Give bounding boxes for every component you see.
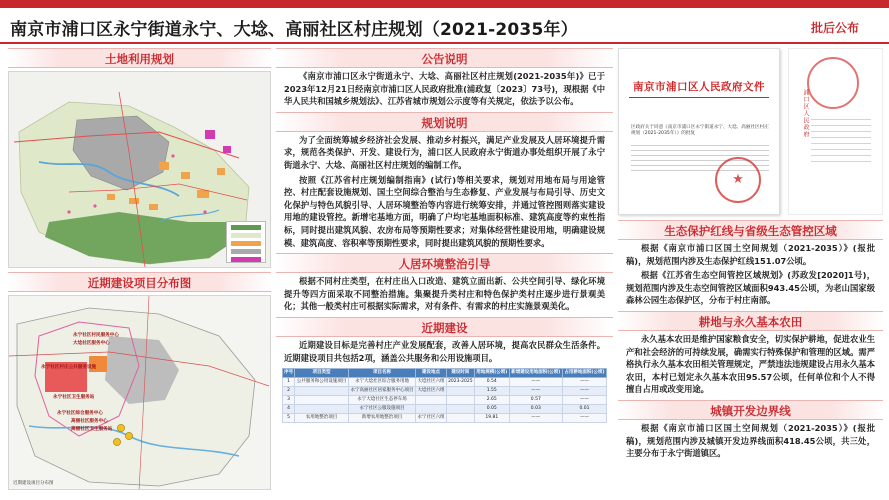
table-cell: 公共服务和公用设施项目	[295, 378, 349, 387]
table-cell	[446, 414, 474, 423]
table-cell	[295, 387, 349, 396]
table-header-cell: 序号	[283, 369, 295, 378]
notice-title: 公告说明	[276, 48, 613, 68]
table-cell: 大埝社区六组	[416, 378, 447, 387]
plan-text-1: 为了全面统筹城乡经济社会发展、推动乡村振兴，满足产业发展及人居环境提升需求，规范各类保护、开发、建设行为，浦口区人民政府永宁街道办事处组织开展了永宁街道永宁、大埝、高丽社区村庄规划的编制工作。	[284, 134, 605, 170]
table-cell: 2023-2025	[446, 378, 474, 387]
table-cell: 永宁大埝社区综合服务用地	[348, 378, 415, 387]
table-cell	[295, 396, 349, 405]
plan-text-2: 按照《江苏省村庄规划编制指南》(试行)等相关要求，规划对用地布局与用途管控、村庄配套设施规划、国土空间综合整治与生态修复、产业发展与布局引导、历史文化保护与特色风貌引导、人居环境整治等内容进行统筹安排，并通过管控图则落实建设用地的建设管控。新增宅基地方面，明确了户均宅基地面积标准、建筑高度等约束性指标，同时提出建筑风貌、农房布局等预期性要求；对集体经营性建设用地，明确建设规模、建筑高度、容积率等预期性要求，同时提出建筑风貌的预期性要求。	[284, 174, 605, 248]
living-env-text: 根据不同村庄类型，在村庄出入口改造、建筑立面出新、公共空间引导、绿化环境提升等四方面采取不同整治措施。集聚提升类村庄和特色保护类村庄逐步进行景观美化；其他一般类村庄可根据实际需求，对有条件、有需求的村庄实施景观美化。	[284, 276, 605, 312]
urban-boundary-title: 城镇开发边界线	[618, 400, 883, 420]
table-cell: 19.81	[474, 414, 509, 423]
table-row	[283, 414, 607, 423]
approval-document-page	[618, 48, 780, 215]
table-header-cell: 用地规模(公顷)	[474, 369, 509, 378]
document-body-lines	[811, 119, 871, 167]
table-cell: 永宁高丽社区居家服务中心项目	[348, 387, 415, 396]
map-footnote: 近期建设项目分布图	[13, 481, 54, 486]
table-header-cell: 建设地点	[416, 369, 447, 378]
farmland-title: 耕地与永久基本农田	[618, 311, 883, 331]
table-cell	[446, 387, 474, 396]
table-header-row	[283, 369, 607, 378]
land-use-title: 土地利用规划	[8, 48, 271, 68]
table-cell: 新增农用地整治项目	[348, 414, 415, 423]
table-cell	[416, 405, 447, 414]
projects-map	[8, 295, 271, 490]
page-header	[0, 8, 889, 44]
table-cell: 大埝社区六组	[416, 387, 447, 396]
left-column	[8, 48, 271, 495]
table-header-cell: 占用耕地面积(公顷)	[562, 369, 606, 378]
notice-text: 《南京市浦口区永宁街道永宁、大埝、高丽社区村庄规划(2021-2035年)》已于2023年12月21日经南京市浦口区人民政府批准(浦政复〔2023〕73号)，现根据《中华人民共和国城乡规划法》、江苏省城市规划公示度等有关规定，依法予以公布。	[284, 71, 605, 107]
table-cell: 永宁社区六组	[416, 414, 447, 423]
table-cell: 2	[283, 387, 295, 396]
top-accent-bar	[0, 0, 889, 8]
table-cell: 农用地整治项目	[295, 414, 349, 423]
living-env-title: 人居环境整治引导	[276, 253, 613, 273]
approval-document-image	[618, 48, 883, 215]
table-cell: 5	[283, 414, 295, 423]
projects-map-graphic	[9, 296, 271, 490]
table-cell: 0.57	[509, 396, 562, 405]
table-cell: ——	[562, 414, 606, 423]
projects-map-title: 近期建设项目分布图	[8, 272, 271, 292]
map-label: 高丽社区服务中心	[71, 419, 108, 424]
table-cell: 1	[283, 378, 295, 387]
map-label: 永宁社区卫生服务站	[53, 395, 95, 400]
document-side-text: 浦口区人民政府	[802, 89, 809, 138]
table-cell: 0.54	[474, 378, 509, 387]
eco-text-2: 根据《江苏省生态空间管控区域规划》(苏政发[2020]1号)，规划范围内涉及生态空间管控区域面积943.45公顷，为老山国家级森林公园生态保护区，分布于村庄南部。	[626, 270, 875, 306]
table-cell: ——	[509, 378, 562, 387]
table-header-cell: 项目类型	[295, 369, 349, 378]
table-cell	[295, 405, 349, 414]
map-label: 高丽社区卫生服务站	[71, 427, 113, 432]
map-label: 大埝社区服务中心	[73, 341, 110, 346]
table-cell: 0.05	[474, 405, 509, 414]
map-legend	[226, 221, 266, 263]
table-header-cell: 项目名称	[348, 369, 415, 378]
table-cell: ——	[509, 414, 562, 423]
map-label: 永宁社区综合服务中心	[57, 411, 103, 416]
table-row	[283, 387, 607, 396]
table-cell: ——	[562, 387, 606, 396]
land-use-map	[8, 71, 271, 268]
eco-text-1: 根据《南京市浦口区国土空间规划（2021-2035）》(报批稿)，规划范围内涉及生态保护红线151.07公顷。	[626, 243, 875, 266]
official-seal-icon: ★	[715, 157, 761, 203]
recent-construction-title: 近期建设	[276, 317, 613, 337]
table-header-cell: 建设时间	[446, 369, 474, 378]
document-subject: 区政府关于同意《南京市浦口区永宁街道永宁、大埝、高丽社区村庄规划（2021-2035年）》的批复	[631, 125, 769, 137]
table-cell: 4	[283, 405, 295, 414]
table-cell: 1.55	[474, 387, 509, 396]
projects-table	[282, 368, 607, 423]
publish-label: 批后公布	[810, 21, 859, 35]
table-cell: 0.01	[562, 405, 606, 414]
table-cell: 永宁社区公服设施项目	[348, 405, 415, 414]
document-red-line	[629, 97, 769, 98]
middle-column	[276, 48, 613, 495]
table-row	[283, 405, 607, 414]
table-cell: 永宁大埝社区生态停车场	[348, 396, 415, 405]
table-cell: 2.65	[474, 396, 509, 405]
table-cell	[416, 396, 447, 405]
page-title: 南京市浦口区永宁街道永宁、大埝、高丽社区村庄规划（2021-2035年）	[10, 20, 578, 40]
farmland-text: 永久基本农田是维护国家粮食安全，切实保护耕地，促进农业生产和社会经济的可持续发展，确需实行特殊保护和管理的区域。需严格执行永久基本农田相关管理规定，严禁违法违规建设占用永久基本农田，本村已划定永久基本农田95.57公顷，任何单位和个人不得擅自占用或改变用途。	[626, 333, 875, 395]
document-header: 南京市浦口区人民政府文件	[633, 81, 765, 93]
right-column	[618, 48, 883, 495]
eco-title: 生态保护红线与省级生态管控区域	[618, 220, 883, 240]
table-cell: ——	[509, 387, 562, 396]
table-row	[283, 378, 607, 387]
table-cell: ——	[562, 396, 606, 405]
plan-title: 规划说明	[276, 112, 613, 132]
map-label: 永宁社区村民服务中心	[73, 333, 119, 338]
table-cell: ——	[562, 378, 606, 387]
urban-boundary-text: 根据《南京市浦口区国土空间规划（2021-2035）》(报批稿)，规划范围内涉及城镇开发边界线面积418.45公顷，共三处，主要分布于永宁街道镇区。	[626, 422, 875, 459]
recent-construction-text: 近期建设目标是完善村庄产业发展配套，改善人居环境，提高农民群众生活条件。近期建设项目共包括2项，涵盖公共服务和公用设施项目。	[284, 339, 605, 363]
table-cell	[446, 405, 474, 414]
table-cell: 0.03	[509, 405, 562, 414]
table-header-cell: 新增建设用地面积(公顷)	[509, 369, 562, 378]
table-cell	[446, 396, 474, 405]
table-row	[283, 396, 607, 405]
table-cell: 3	[283, 396, 295, 405]
approval-document-page-2	[788, 48, 883, 215]
side-seal-icon	[807, 57, 859, 109]
map-label: 永宁社区村庄公共服务设施	[41, 365, 97, 370]
